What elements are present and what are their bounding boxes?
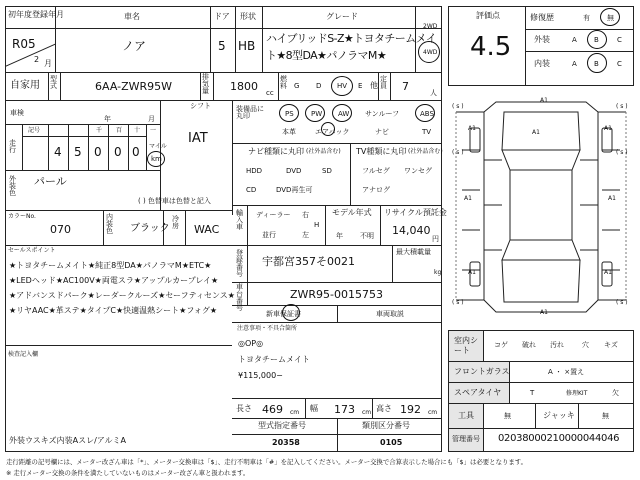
equip-sunroof: サンルーフ: [365, 110, 400, 118]
mileage-digit-1: 4: [54, 145, 62, 159]
warranty-label: 新車保証書: [266, 310, 301, 318]
ac-label: 冷房: [172, 215, 179, 230]
use-value: 自家用: [10, 80, 40, 91]
equip-leather: 本革: [282, 128, 296, 136]
mgmt-value: 020380002100000440​46: [498, 433, 620, 444]
manual-label: 車両取説: [376, 310, 404, 318]
import-left: 左: [302, 231, 309, 239]
repair-none: 無: [607, 14, 614, 22]
diagram-paren-bl: ( s ): [452, 299, 464, 306]
reg-year-label: 初年度登録年月: [8, 10, 64, 19]
mgmt-label: 管理番号: [452, 435, 480, 443]
grade-line1: ハイブリッドS-Z★トヨタチームメイ: [266, 32, 437, 45]
navi-cd: CD: [246, 186, 257, 194]
length-unit: cm: [290, 409, 300, 416]
door-value: 5: [218, 39, 226, 53]
repair-yes: 有: [583, 14, 590, 22]
model-value: 6AA-ZWR95W: [95, 80, 173, 93]
tv-analog: アナログ: [362, 186, 390, 194]
max-load-kg: kg: [434, 269, 442, 276]
fuel-label: 燃料: [280, 75, 287, 90]
exterior-note: ( ) 色替車は色替と記入: [138, 197, 211, 205]
diagram-paren-br: ( s ): [616, 299, 628, 306]
mileage-km-circle: [147, 151, 165, 167]
equip-tv: TV: [422, 128, 432, 136]
footer-line2: ※ 走行メーター交換の条件を満たしていないものはメーター改ざん車と扱われます。: [6, 469, 250, 477]
mileage-digit-2: 5: [74, 145, 82, 159]
interior-grade-circle: [587, 53, 607, 73]
mileage-thousands: 千: [96, 127, 103, 134]
displacement-label: 排気量: [202, 73, 209, 95]
navi-dvd-play: DVD再生可: [276, 186, 313, 194]
seat-hole: 穴: [582, 341, 589, 349]
grade-label: グレード: [326, 12, 358, 21]
shape-value: HB: [238, 39, 256, 53]
spare-label: スペアタイヤ: [454, 388, 502, 397]
navi-sd: SD: [322, 167, 332, 175]
footer-line1: 走行距離の記号欄には、メーター改ざん車は「*」、メーター交換車は「$」、走行不明車は「#」を記入してください。メーター交換で合算表示した場合にも「$」は必要となります。: [6, 458, 528, 466]
exterior-color: パール: [34, 175, 67, 188]
mileage-tens: 十: [134, 127, 141, 134]
inspection-year: 年: [104, 115, 111, 123]
drive-4wd-circle: [418, 41, 440, 63]
notes-line3: ¥115,000−: [238, 371, 283, 380]
capacity-value: 7: [402, 80, 409, 93]
shift-label: シフト: [190, 102, 211, 110]
fuel-hv: HV: [337, 82, 348, 90]
drive-2wd: 2WD: [423, 23, 438, 30]
interior-grade-c: C: [617, 60, 622, 68]
mileage-hundreds: 百: [116, 127, 123, 134]
door-label: ドア: [214, 12, 230, 21]
notes-line2: トヨタチームメイト: [238, 355, 310, 364]
inspection-label: 車検: [10, 109, 24, 117]
class-code-value: 0105: [380, 438, 403, 447]
equip-pw: PW: [311, 110, 323, 118]
sales-label: セールスポイント: [8, 247, 56, 254]
diagram-mark-hood: A1: [532, 129, 540, 136]
reg-no-value: 宇都宮357そ0021: [262, 255, 355, 268]
navi-label: ナビ種類に丸印: [248, 147, 304, 156]
mileage-label: 走行: [9, 139, 16, 154]
warranty-circle: [282, 304, 300, 321]
seat-tear: 破れ: [522, 341, 536, 349]
recycle-unit: 円: [432, 235, 439, 243]
navi-hdd: HDD: [246, 167, 263, 175]
exterior-grade-label: 外装: [534, 35, 550, 44]
type-code-label: 型式指定番号: [258, 421, 306, 430]
reg-no-label: 登録番号: [236, 249, 243, 278]
interior-grade-b: B: [594, 60, 599, 68]
mileage-mile: マイル: [149, 143, 167, 150]
mileage-digit-3: 0: [94, 145, 102, 159]
seat-label: 室内シート: [454, 336, 478, 356]
exterior-label: 外装色: [9, 175, 16, 197]
diagram-mark-left-mid: A1: [464, 195, 472, 202]
jack-label: ジャッキ: [543, 411, 575, 420]
car-name: ノア: [122, 39, 147, 53]
sales-line-2: ★LEDヘッド★AC100V★両電スラ★アップルカープレイ★: [9, 276, 219, 285]
equip-ps: PS: [285, 110, 294, 118]
displacement-value: 1800: [230, 80, 258, 93]
jack-value: 無: [602, 412, 609, 420]
mileage-digit-4: 0: [114, 145, 122, 159]
mileage-digit-header: 記号: [28, 127, 41, 134]
reg-month-unit: 月: [44, 59, 52, 68]
diagram-mark-top: A1: [540, 97, 548, 104]
spare-kit: 修理KIT: [566, 390, 588, 397]
spare-none: 欠: [612, 389, 619, 397]
seat-scratch: キズ: [604, 341, 618, 349]
color-no-label: カラーNo.: [8, 213, 36, 220]
diagram-mark-right-mid: A1: [608, 195, 616, 202]
seat-dirt: 汚れ: [550, 341, 564, 349]
equip-aw-circle: [332, 104, 352, 122]
fuel-e: E: [358, 82, 363, 90]
exterior-grade-c: C: [617, 36, 622, 44]
chassis-value: ZWR95-0015753: [290, 288, 384, 301]
diagram-paren-tr: ( s ): [616, 103, 628, 110]
drive-4wd: 4WD: [423, 49, 438, 56]
diagram-mark-right-front: A1: [604, 125, 612, 132]
spare-t: T: [530, 389, 535, 397]
interior-value: ブラック: [130, 223, 170, 234]
type-code-value: 20358: [272, 438, 300, 447]
seat-burn: コゲ: [494, 341, 508, 349]
capacity-label: 定員: [380, 75, 387, 90]
import-h: H: [314, 221, 320, 229]
diagram-mark-bottom: A1: [540, 309, 548, 316]
model-label: 型式: [50, 75, 57, 90]
tv-sub: (社外品含む): [408, 148, 443, 155]
navi-dvd: DVD: [286, 167, 302, 175]
grade-line2: ト★8型DA★パノラマM★: [266, 49, 387, 62]
width-unit: cm: [362, 409, 372, 416]
diagram-paren-mr: ( s ): [616, 149, 628, 156]
mileage-ones: 一: [150, 127, 157, 134]
diagram-mark-right-rear: A1: [604, 269, 612, 276]
equip-navi: ナビ: [375, 128, 389, 136]
fuel-g: G: [294, 82, 300, 90]
interior-grade-label: 内装: [534, 59, 550, 68]
sales-line-1: ★トヨタチームメイト★純正8型DA★パノラマM★ETC★: [9, 261, 212, 270]
exterior-grade-a: A: [572, 36, 577, 44]
mileage-digit-5: 0: [132, 145, 140, 159]
inspector-label: 検査記入欄: [8, 351, 39, 358]
length-label: 長さ: [236, 404, 252, 413]
max-load-label: 最大積載量: [396, 248, 431, 256]
height-label: 高さ: [376, 404, 392, 413]
equip-pw-circle: [305, 104, 325, 122]
interior-grade-a: A: [572, 60, 577, 68]
tv-fullseg: フルセグ: [362, 167, 390, 175]
reg-era: R05: [12, 37, 36, 51]
notes-label: 注意事項・不具合箇所: [237, 325, 298, 332]
diagram-paren-ml: ( s ): [452, 149, 464, 156]
width-label: 幅: [310, 404, 318, 413]
score-value: 4.5: [470, 32, 512, 62]
equip-aw: AW: [338, 110, 350, 118]
name-label: 車名: [124, 12, 140, 21]
equip-airbag-circle: [321, 122, 335, 136]
equip-abs: ABS: [420, 110, 434, 118]
tools-value: 無: [504, 412, 511, 420]
interior-label: 内装色: [106, 213, 113, 235]
recycle-label: リサイクル預託金: [384, 208, 447, 217]
sales-line-3: ★アドバンスドパーク★レーダークルーズ★セーフティセンス★: [9, 291, 235, 300]
equip-airbag: エアバック: [315, 128, 350, 136]
equipment-label: 装備品に丸印: [236, 105, 264, 120]
exterior-grade-circle: [587, 30, 607, 49]
fuel-d: D: [316, 82, 322, 90]
import-right: 右: [302, 211, 309, 219]
inspector-note: 外装ウスキズ内装Aスレ/アルミA: [9, 436, 126, 445]
shift-value: IAT: [188, 131, 208, 146]
reg-month: 2: [34, 55, 40, 64]
diagram-paren-tl: ( s ): [452, 103, 464, 110]
recycle-value: 14,040: [392, 224, 431, 237]
shape-label: 形状: [240, 12, 256, 21]
fuel-hv-circle: [331, 76, 353, 96]
chassis-label: 車台番号: [236, 283, 243, 312]
repair-label: 修復歴: [530, 13, 554, 22]
fuel-misc: 他: [370, 81, 378, 90]
glass-value: A ・ ×置え: [548, 368, 585, 376]
capacity-unit: 人: [430, 89, 437, 97]
glass-label: フロントガラス: [454, 367, 510, 376]
width-value: 173: [334, 403, 355, 416]
color-no-value: 070: [50, 223, 71, 236]
class-code-label: 類別区分番号: [362, 421, 410, 430]
import-label: 輸入車: [236, 209, 243, 231]
ac-value: WAC: [194, 223, 220, 236]
model-year-label: モデル年式: [332, 208, 372, 217]
navi-sub: (社外品含む): [306, 148, 341, 155]
tv-label: TV種類に丸印: [356, 147, 407, 156]
model-year-unit: 年: [336, 232, 343, 240]
height-value: 192: [400, 403, 421, 416]
tv-oneseg: ワンセグ: [404, 167, 432, 175]
sales-line-4: ★リヤAAC★革ステ★タイプC★快適温熱シート★フォグ★: [9, 306, 218, 315]
exterior-grade-b: B: [594, 36, 599, 44]
inspection-month: 月: [148, 115, 155, 123]
diagram-mark-left-front: A1: [468, 125, 476, 132]
height-unit: cm: [428, 409, 438, 416]
tools-label: 工具: [458, 411, 474, 420]
notes-line1: ◎OP◎: [238, 339, 264, 348]
mileage-km: km: [151, 155, 162, 163]
length-value: 469: [262, 403, 283, 416]
import-parallel: 並行: [262, 231, 276, 239]
cc-unit: cc: [266, 89, 274, 97]
equip-ps-circle: [279, 104, 299, 122]
score-label: 評価点: [476, 11, 500, 20]
diagram-mark-left-rear: A1: [468, 269, 476, 276]
repair-none-circle: [600, 8, 620, 26]
model-year-unknown: 不明: [360, 232, 374, 240]
import-dealer: ディーラー: [256, 211, 291, 219]
equip-abs-circle: [415, 104, 435, 122]
